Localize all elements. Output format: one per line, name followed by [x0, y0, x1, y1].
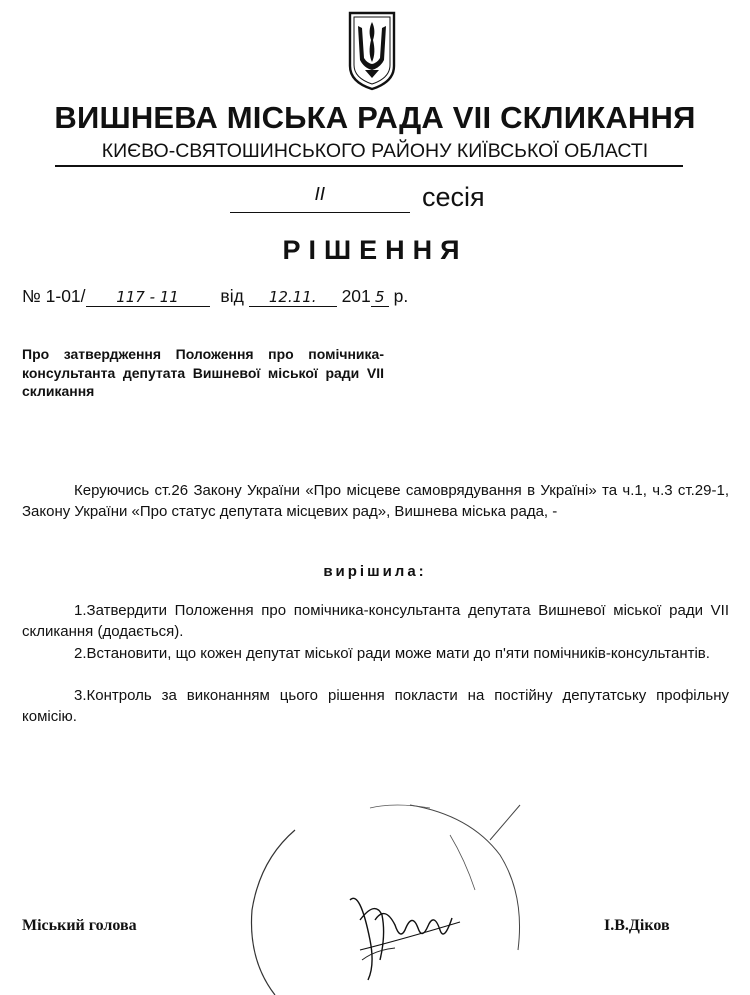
resolution-item: 3.Контроль за виконанням цього рішення покласти на постійну депутатську профільну комісію. [22, 687, 729, 725]
decision-number: 117 - 11 [86, 288, 210, 307]
resolution-item: 2.Встановити, що кожен депутат міської ради може мати до п'яти помічників-консультантів. [74, 645, 710, 662]
number-prefix: № 1-01/ [22, 286, 86, 306]
decision-number-line [22, 286, 408, 307]
resolved-heading: вирішила: [323, 563, 427, 580]
session-number: II [230, 184, 410, 213]
year-suffix: р. [393, 286, 409, 306]
mayor-name: І.В.Діков [604, 917, 670, 934]
preamble-paragraph: Керуючись ст.26 Закону України «Про місцеве самоврядування в Україні» та ч.1, ч.3 ст.29-1, Закону України «Про статус депутата місцевих рад», Вишнева міська рада, - [22, 482, 729, 520]
document-type-title: РІШЕННЯ [282, 235, 468, 265]
mayor-label: Міський голова [22, 917, 137, 934]
council-title: ВИШНЕВА МІСЬКА РАДА VII СКЛИКАННЯ [54, 100, 696, 135]
decision-date: 12.11. [249, 288, 337, 307]
session-label: сесія [422, 182, 485, 212]
round-seal-with-signature-icon [200, 800, 540, 995]
resolution-item: 1.Затвердити Положення про помічника-консультанта депутата Вишневої міської ради VII скликання (додається). [22, 602, 729, 640]
date-prefix: від [220, 286, 244, 306]
session-line [230, 182, 485, 216]
header-divider [55, 165, 683, 167]
district-subtitle: КИЄВО-СВЯТОШИНСЬКОГО РАЙОНУ КИЇВСЬКОЇ ОБЛАСТІ [101, 140, 649, 162]
trident-emblem-icon [347, 10, 397, 92]
year-digit: 5 [371, 288, 389, 307]
decision-subject: Про затвердження Положення про помічника-консультанта депутата Вишневої міської ради VII скликання [22, 346, 384, 399]
year-prefix: 201 [341, 286, 371, 306]
